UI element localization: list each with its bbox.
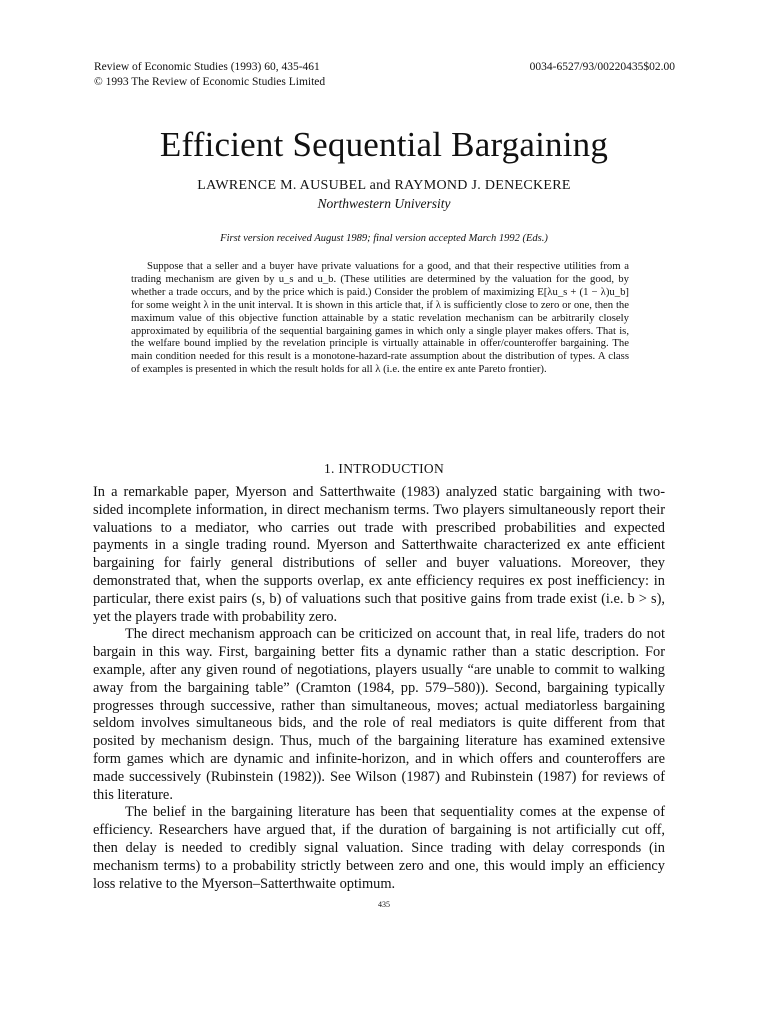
affiliation: Northwestern University xyxy=(317,196,451,211)
article-code: 0034-6527/93/00220435$02.00 xyxy=(529,61,675,73)
paper-title: Efficient Sequential Bargaining xyxy=(159,125,609,164)
paragraph: The belief in the bargaining literature has been that sequentiality comes at the expense of efficiency. Researchers have argued that, if the duration of bargaining is not artificially cut off, then delay is needed to credibly signal valuation. Since trading with delay corresponds (in mechanism terms) to a probability strictly between zero and one, this would imply an efficiency loss relative to the Myerson–Satterthwaite optimum. xyxy=(93,804,665,892)
body-text xyxy=(93,484,665,893)
copyright-notice: © 1993 The Review of Economic Studies Limited xyxy=(94,76,326,88)
journal-citation: Review of Economic Studies (1993) 60, 435-461 xyxy=(94,61,320,73)
page-number: 435 xyxy=(378,900,390,909)
abstract-text: Suppose that a seller and a buyer have private valuations for a good, and that their respective utilities from a trading mechanism are given by u_s and u_b. (These utilities are determined by the valuation for the good, by whether a trade occurs, and by the price which is paid.) Consider the problem of maximizing E[λu_s + (1 − λ)u_b] for some weight λ in the unit interval. It is shown in this article that, if λ is sufficiently close to zero or one, then the maximum value of this objective function attainable by a static revelation mechanism can be arbitrarily closely approximated by equilibria of the sequential bargaining games in which only a single player makes offers. That is, the welfare bound implied by the revelation principle is virtually attainable in offer/counteroffer bargaining. The main condition needed for this result is a monotone-hazard-rate assumption about the distribution of types. A class of examples is presented in which the result holds for all λ (i.e. the entire ex ante Pareto frontier). xyxy=(131,260,629,376)
author-line: LAWRENCE M. AUSUBEL and RAYMOND J. DENECKERE xyxy=(197,178,571,193)
journal-header xyxy=(94,60,325,90)
abstract xyxy=(131,260,629,376)
paragraph: In a remarkable paper, Myerson and Satterthwaite (1983) analyzed static bargaining with two-sided incomplete information, in direct mechanism terms. Two players simultaneously report their valuations to a mediator, who carries out trade with prescribed probabilities and expected payments in a single trading round. Myerson and Satterthwaite characterized ex ante efficient bargaining for fairly general distributions of seller and buyer valuations. Moreover, they demonstrated that, when the supports overlap, ex ante efficiency requires ex post inefficiency: in particular, there exist pairs (s, b) of valuations such that positive gains from trade exist (i.e. b > s), yet the players trade with probability zero. xyxy=(93,484,665,625)
section-heading: 1. INTRODUCTION xyxy=(324,461,444,476)
received-note: First version received August 1989; final version accepted March 1992 (Eds.) xyxy=(220,233,548,244)
paragraph: The direct mechanism approach can be criticized on account that, in real life, traders do not bargain in this way. First, bargaining better fits a dynamic rather than a static description. For example, after any given round of negotiations, players usually “are unable to commit to walking away from the bargaining table” (Cramton (1984, pp. 579–580)). Second, bargaining typically progresses through successive, rather than simultaneous, moves; actual mediatorless bargaining seldom involves simultaneous bids, and the role of real mediators is quite different from that posited by mechanism design. Thus, much of the bargaining literature has examined extensive form games which are dynamic and infinite-horizon, and in which offers and counteroffers are made successively (Rubinstein (1982)). See Wilson (1987) and Rubinstein (1987) for reviews of this literature. xyxy=(93,626,665,803)
